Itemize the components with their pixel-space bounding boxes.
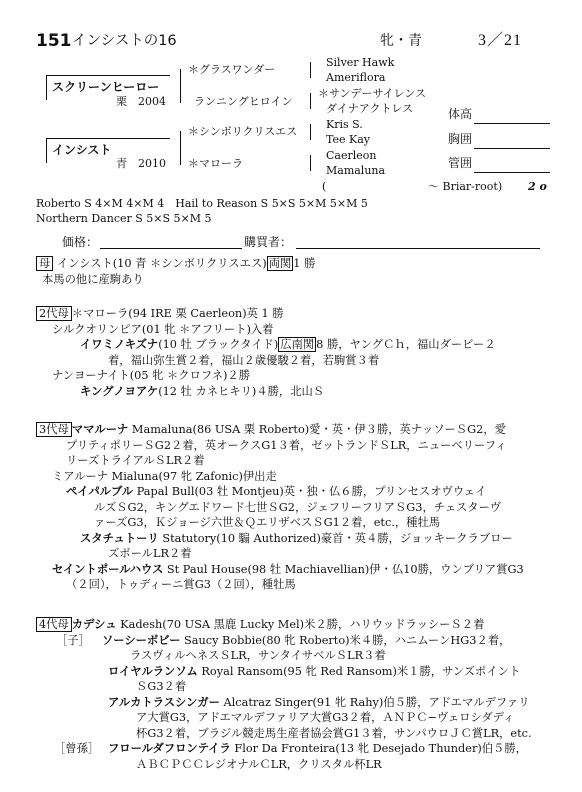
sire-sire: ＊グラスワンダー [188, 63, 276, 76]
g3-7: Caerleon [326, 149, 377, 162]
buyer-label: 購買者： [244, 235, 293, 249]
fourth-dam-name: カデシュ [71, 618, 117, 631]
fourth-dam-l7: ア大賞G3，アドエマルデファリア大賞G3２着，ＡＮＰＣ−ヴェロシダディ [136, 711, 515, 724]
st-paul-house-record: St Paul House(98 牡 Machiavellian)伊・仏10勝，ウンブリア賞G3 [163, 562, 524, 576]
lot-number: 151 [36, 31, 72, 51]
flor-da-fronteira-record: Flor Da Fronteira(13 牝 Desejado Thunder)伯５勝， [230, 742, 527, 755]
second-dam-line: ＊マローラ(94 IRE 栗 Caerleon)英 1 勝 [71, 307, 284, 320]
third-dam-l3: リーズトライアルＳLR２着 [66, 454, 205, 467]
foaling-date: 3／21 [478, 32, 523, 49]
dam-note: 本馬の他に産駒あり [42, 272, 144, 286]
progeny-region-box: 広南関 [280, 338, 315, 351]
g3-5: Kris S. [326, 118, 363, 131]
fourth-dam-record: Kadesh(70 USA 黒鹿 Lucky Mel)米２勝，ハリウッドラッシーＳ２着 [116, 618, 485, 631]
third-dam-l2: プリティポリーＳG2２着，英オークスG1３着，ゼットランドＳLR，ニューベリーフィ [66, 438, 507, 452]
fourth-dam-section [36, 617, 532, 772]
second-dam-tag: 2代母 [36, 306, 72, 321]
dam-name: インシスト [52, 143, 112, 157]
third-dam-section [36, 422, 524, 593]
dam-line: インシスト(10 青 ＊シンボリクリスエス) [56, 257, 267, 270]
third-dam-l4: ミアルーナ Mialuna(97 牝 Zafonic)伊出走 [52, 469, 277, 483]
g3-8: Mamaluna [326, 164, 386, 177]
fourth-dam-l5: ＳG3２着 [136, 680, 187, 693]
royal-ransom-record: Royal Ransom(95 牝 Red Ransom)米１勝，サンズポイント [197, 664, 521, 678]
st-paul-house-name: セイントポールハウス [52, 562, 164, 576]
dam-sire: ＊シンボリクリスエス [188, 125, 298, 138]
third-dam-l11: （２回），トゥディーニ賞G3（２回），種牡馬 [66, 578, 296, 591]
third-dam-l6: ルズＳG2，キングエドワード七世ＳG2，ジェフリーフリアＳG3，チェスターヴ [94, 500, 502, 514]
papal-bull-record: Papal Bull(03 牡 Montjeu)英・独・仏６勝，プリンセスオヴウェイ [133, 485, 487, 498]
height-label: 体高 [448, 107, 473, 121]
dam-section [36, 256, 315, 287]
inbreeding-1: Roberto S 4×M 4×M 4 Hail to Reason S 5×S 5×M 5×M 5 [36, 197, 368, 210]
statutory-name: スタチュトーリ [80, 531, 159, 545]
third-dam-l7: ァーズG3，Ｋジョージ六世＆ＱエリザベスＳG1２着，etc.，種牡馬 [94, 516, 441, 529]
third-dam-tag: 3代母 [36, 422, 72, 437]
family-number: 2 o [528, 180, 547, 193]
horse-title: インシストの16 [72, 33, 177, 49]
third-dam-l9: ズボールLR２着 [108, 547, 192, 560]
g3-4: ダイナアクトレス [326, 102, 414, 115]
g3-6: Tee Kay [326, 133, 370, 146]
fourth-dam-l3: ラスヴィルヘネスＳLR，サンタイサベルＳLR３着 [130, 649, 386, 662]
sire-name: スクリーンヒーロー [52, 80, 160, 94]
flor-da-fronteira-name: フロールダフロンテイラ [108, 742, 231, 755]
statutory-record: Statutory(10 騸 Authorized)豪首・英４勝，ジョッキークラブロー [158, 531, 513, 545]
saucy-bobbie-name: ソーシーボビー [102, 633, 181, 647]
sire-meta: 栗 2004 [116, 95, 166, 108]
alcatraz-singer-name: アルカトラスシンガー [108, 695, 220, 709]
third-dam-record: Mamaluna(86 USA 栗 Roberto)愛・英・伊３勝，英ナッソーＳG2，愛 [128, 423, 506, 436]
second-dam-l2: シルクオリンピア(01 牝 ＊アフリート)入着 [52, 322, 274, 336]
royal-ransom-name: ロイヤルランソム [108, 664, 198, 678]
dam-wins: 1 勝 [293, 257, 316, 270]
great-grandchild-tag: ［曾孫］ [54, 742, 100, 755]
price-label: 価格： [62, 235, 99, 249]
family: ～ Briar-root) [428, 180, 503, 193]
fourth-dam-l10: ＡＢＣＰＣＣレジオナルＣLR，クリスタル杯LR [136, 757, 382, 771]
progeny-detail: (10 牡 ブラックタイド) [158, 338, 279, 351]
child-tag: ［子］ [56, 633, 90, 647]
progeny-name: イワミノキズナ [80, 338, 159, 351]
g3-1: Silver Hawk [326, 56, 395, 69]
dam-dam: ＊マローラ [188, 157, 243, 170]
fourth-dam-tag: 4代母 [36, 617, 72, 632]
progeny-name-2: キングノヨアケ [80, 384, 159, 398]
third-dam-name: ママルーナ [71, 423, 129, 436]
g3-2: Ameriflora [326, 71, 386, 84]
dam-meta: 青 2010 [116, 157, 166, 170]
saucy-bobbie-record: Saucy Bobbie(80 牝 Roberto)米４勝，ハニムーンHG3２着， [180, 633, 511, 647]
second-dam-l5: ナンヨーナイト(05 牝 ＊クロフネ)２勝 [52, 369, 251, 382]
sire-dam: ランニングヒロイン [194, 95, 293, 108]
cannon-label: 管囲 [448, 156, 473, 170]
dam-tag: 母 [36, 256, 53, 271]
fourth-dam-l8: 杯G3２着，ブラジル競走馬生産者協会賞G1３着，サンパウロＪＣ賞LR，etc. [136, 726, 532, 740]
inbreeding-2: Northern Dancer S 5×S 5×M 5 [36, 212, 212, 225]
g3-3: ＊サンデーサイレンス [318, 87, 427, 100]
girth-label: 胸囲 [448, 132, 473, 146]
dam-region-box: 両関 [268, 257, 292, 270]
family-open: ( [322, 180, 327, 193]
progeny-record: 8 勝，ヤングＣｈ，福山ダービー２ [316, 338, 496, 351]
second-dam-section [36, 306, 496, 399]
progeny-record-2: (12 牡 カネヒキリ)４勝，北山Ｓ [158, 384, 325, 398]
alcatraz-singer-record: Alcatraz Singer(91 牝 Rahy)伯５勝，アドエマルデファリ [219, 695, 530, 709]
second-dam-l4: 着，福山弥生賞２着，福山２歳優駿２着，若駒賞３着 [108, 353, 380, 367]
papal-bull-name: ペイパルブル [66, 485, 134, 498]
sex-color: 牝・青 [380, 33, 422, 49]
